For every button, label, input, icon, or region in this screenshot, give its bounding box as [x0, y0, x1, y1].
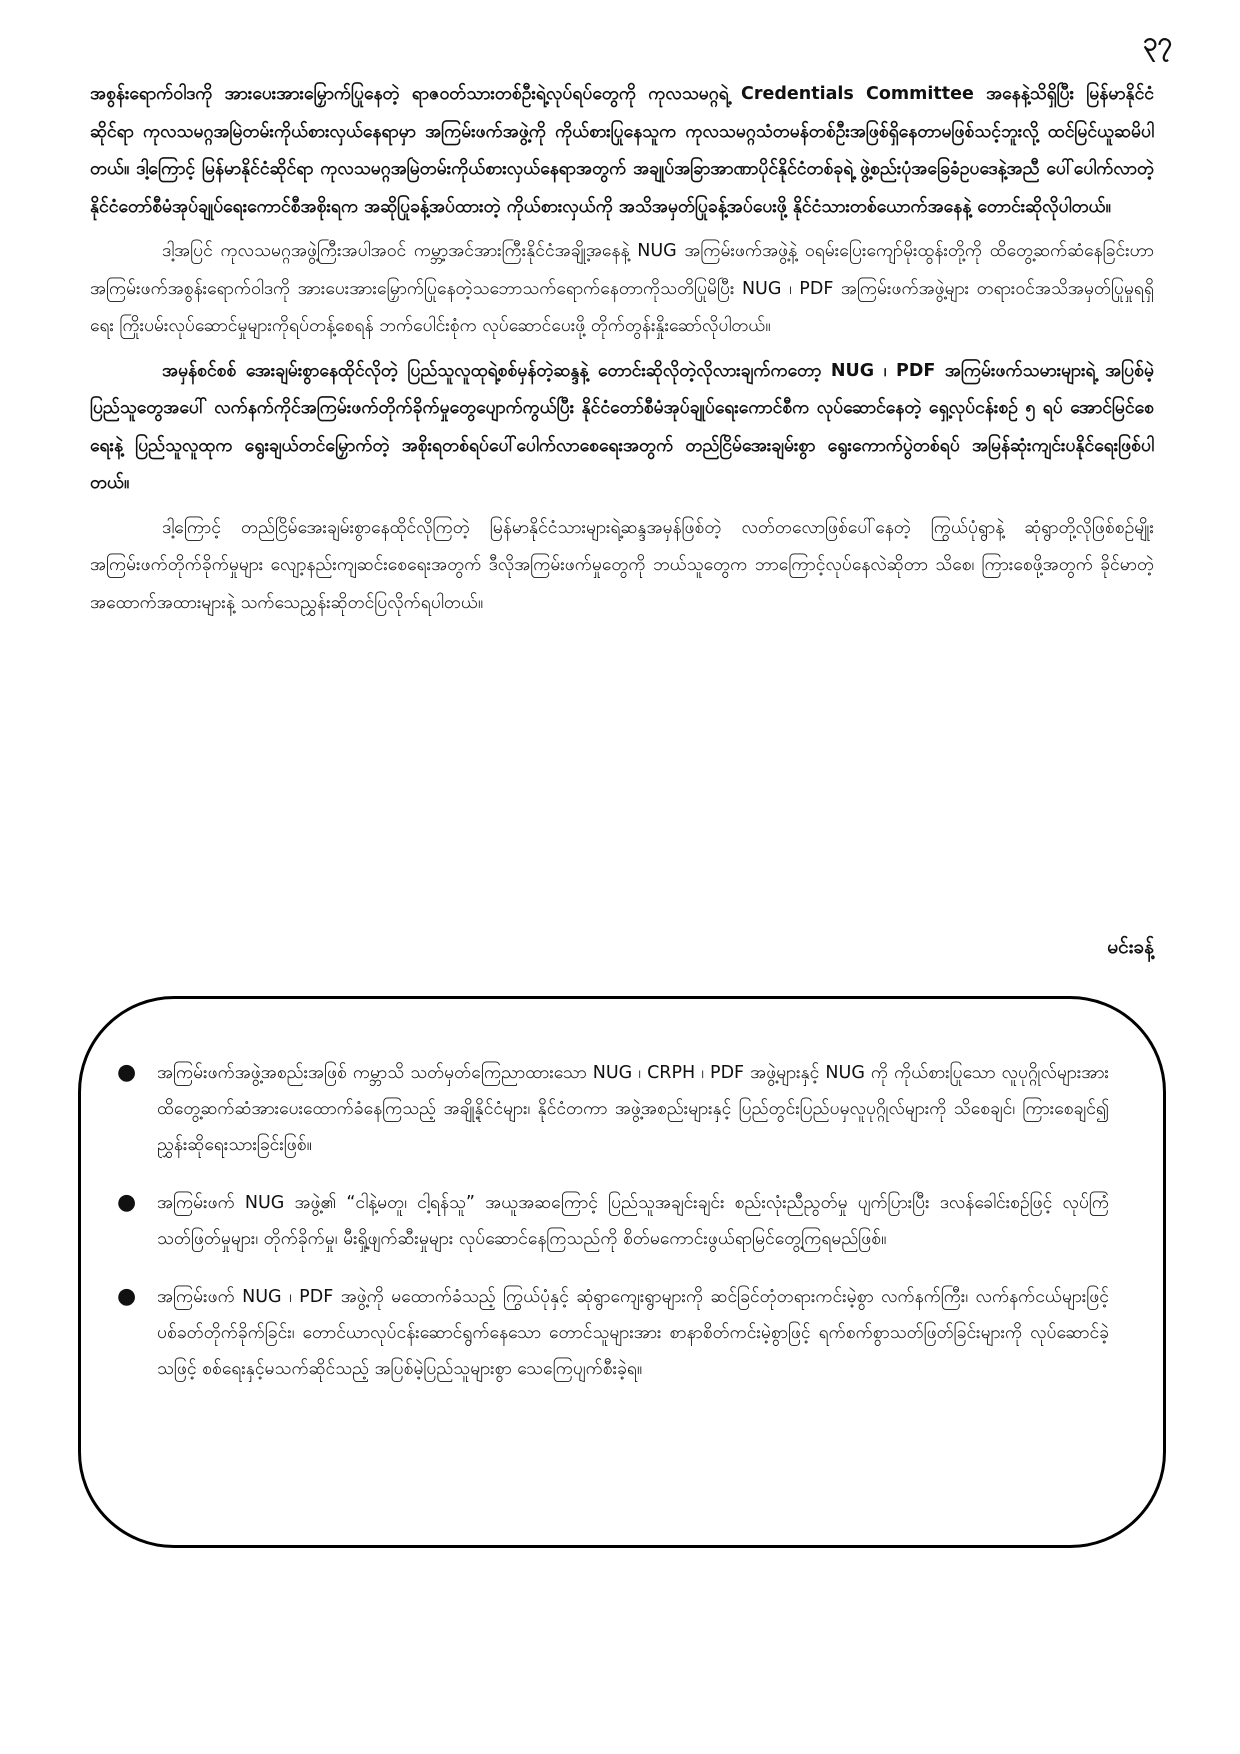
- callout-box: [78, 996, 1166, 1548]
- paragraph-conclusion: ဒါ့ကြောင့် တည်ငြိမ်အေးချမ်းစွာနေထိုင်လိုကြတဲ့ မြန်မာနိုင်ငံသားများရဲ့ဆန္ဒအမှန်ဖြစ်တဲ့ လတ်တလောဖြစ်ပေါ်နေတဲ့ ကြွယ်ပုံရွာနဲ့ ဆုံရွာတို့လိုဖြစ်စဉ်မျိုး အကြမ်းဖက်တိုက်ခိုက်မှုများ လျော့နည်းကျဆင်းစေရေးအတွက် ဒီလိုအကြမ်းဖက်မှုတွေကို ဘယ်သူတွေက ဘာကြောင့်လုပ်နေလဲဆိုတာ သိစေ၊ ကြားစေဖို့အတွက် ခိုင်မာတဲ့အထောက်အထားများနဲ့ သက်သေညွှန်းဆိုတင်ပြလိုက်ရပါတယ်။: [90, 517, 1154, 613]
- paragraph-un-engagement: ဒါ့အပြင် ကုလသမဂ္ဂအဖွဲ့ကြီးအပါအဝင် ကမ္ဘာ့အင်အားကြီးနိုင်ငံအချို့အနေနဲ့ NUG အကြမ်းဖက်အဖွဲ့နဲ့ ဝရမ်းပြေးကျော်မိုးထွန်းတို့ကို ထိတွေ့ဆက်ဆံနေခြင်းဟာ အကြမ်းဖက်အစွန်းရောက်ဝါဒကို အားပေးအားမြှောက်ပြုနေတဲ့သဘောသက်ရောက်နေတာကိုသတိပြုမိပြီး NUG ၊ PDF အကြမ်းဖက်အဖွဲ့များ တရားဝင်အသိအမှတ်ပြုမှုရရှိရေး ကြိုးပမ်းလုပ်ဆောင်မှုများကိုရပ်တန့်စေရန် ဘက်ပေါင်းစုံက လုပ်ဆောင်ပေးဖို့ တိုက်တွန်းနှိုးဆော်လိုပါတယ်။: [90, 241, 1154, 336]
- paragraph-credentials: အစွန်းရောက်ဝါဒကို အားပေးအားမြှောက်ပြုနေတဲ့ ရာဇဝတ်သားတစ်ဦးရဲ့လုပ်ရပ်တွေကို ကုလသမဂ္ဂရဲ့ Credentials Committee အနေနဲ့သိရှိပြီး မြန်မာနိုင်ငံဆိုင်ရာ ကုလသမဂ္ဂအမြဲတမ်းကိုယ်စားလှယ်နေရာမှာ အကြမ်းဖက်အဖွဲ့ကို ကိုယ်စားပြုနေသူက ကုလသမဂ္ဂသံတမန်တစ်ဦးအဖြစ်ရှိနေတာမဖြစ်သင့်ဘူးလို့ ထင်မြင်ယူဆမိပါတယ်။ ဒါ့ကြောင့် မြန်မာနိုင်ငံဆိုင်ရာ ကုလသမဂ္ဂအမြဲတမ်းကိုယ်စားလှယ်နေရာအတွက် အချုပ်အခြာအာဏာပိုင်နိုင်ငံတစ်ခုရဲ့ ဖွဲ့စည်းပုံအခြေခံဥပဒေနဲ့အညီ ပေါ်ပေါက်လာတဲ့ နိုင်ငံတော်စီမံအုပ်ချုပ်ရေးကောင်စီအစိုးရက အဆိုပြုခန့်အပ်ထားတဲ့ ကိုယ်စားလှယ်ကို အသိအမှတ်ပြုခန့်အပ်ပေးဖို့ နိုင်ငံသားတစ်ယောက်အနေနဲ့ တောင်းဆိုလိုပါတယ်။: [90, 84, 1154, 217]
- body-text: [90, 76, 1154, 629]
- bullet-icon: ●: [117, 1060, 137, 1085]
- bullet-icon: ●: [117, 1284, 137, 1309]
- bullet-icon: ●: [117, 1190, 137, 1215]
- page-number: ၃၇: [1142, 27, 1172, 57]
- list-item: [117, 1185, 1109, 1257]
- bullet-list: [117, 1055, 1109, 1409]
- paragraph-public-demand: အမှန်စင်စစ် အေးချမ်းစွာနေထိုင်လိုတဲ့ ပြည်သူလူထုရဲ့စစ်မှန်တဲ့ဆန္ဒနဲ့ တောင်းဆိုလိုတဲ့လိုလားချက်ကတော့ NUG ၊ PDF အကြမ်းဖက်သမားများရဲ့ အပြစ်မဲ့ပြည်သူတွေအပေါ် လက်နက်ကိုင်အကြမ်းဖက်တိုက်ခိုက်မှုတွေပျောက်ကွယ်ပြီး နိုင်ငံတော်စီမံအုပ်ချုပ်ရေးကောင်စီက လုပ်ဆောင်နေတဲ့ ရှေ့လုပ်ငန်းစဉ် ၅ ရပ် အောင်မြင်စေရေးနဲ့ ပြည်သူလူထုက ရွေးချယ်တင်မြှောက်တဲ့ အစိုးရတစ်ရပ်ပေါ်ပေါက်လာစေရေးအတွက် တည်ငြိမ်အေးချမ်းစွာ ရွေးကောက်ပွဲတစ်ရပ် အမြန်ဆုံးကျင်းပနိုင်ရေးဖြစ်ပါတယ်။: [90, 360, 1154, 493]
- author-signature: မင်းခန့်: [1107, 936, 1154, 958]
- list-item-text: အကြမ်းဖက် NUG အဖွဲ့၏ “ငါနဲ့မတူ၊ ငါ့ရန်သူ” အယူအဆကြောင့် ပြည်သူအချင်းချင်း စည်းလုံးညီညွတ်မှု ပျက်ပြားပြီး ဒလန်ခေါင်းစဉ်ဖြင့် လုပ်ကြံသတ်ဖြတ်မှုများ၊ တိုက်ခိုက်မှု၊ မီးရှို့ဖျက်ဆီးမှုများ လုပ်ဆောင်နေကြသည်ကို စိတ်မကောင်းဖွယ်ရာမြင်တွေ့ကြရမည်ဖြစ်။: [157, 1193, 1109, 1249]
- list-item-text: အကြမ်းဖက်အဖွဲ့အစည်းအဖြစ် ကမ္ဘာသိ သတ်မှတ်ကြေညာထားသော NUG ၊ CRPH ၊ PDF အဖွဲ့များနှင့် NUG ကို ကိုယ်စားပြုသော လူပုဂ္ဂိုလ်များအား ထိတွေ့ဆက်ဆံအားပေးထောက်ခံနေကြသည့် အချို့နိုင်ငံများ၊ နိုင်ငံတကာ အဖွဲ့အစည်းများနှင့် ပြည်တွင်းပြည်ပမှလူပုဂ္ဂိုလ်များကို သိစေချင်၊ ကြားစေချင်၍ ညွှန်းဆိုရေးသားခြင်းဖြစ်။: [157, 1063, 1109, 1155]
- list-item: [117, 1055, 1109, 1163]
- list-item-text: အကြမ်းဖက် NUG ၊ PDF အဖွဲ့ကို မထောက်ခံသည့် ကြွယ်ပုံနှင့် ဆုံရွာကျေးရွာများကို ဆင်ခြင်တုံတရားကင်းမဲ့စွာ လက်နက်ကြီး၊ လက်နက်ငယ်များဖြင့် ပစ်ခတ်တိုက်ခိုက်ခြင်း၊ တောင်ယာလုပ်ငန်းဆောင်ရွက်နေသော တောင်သူများအား စာနာစိတ်ကင်းမဲ့စွာဖြင့် ရက်စက်စွာသတ်ဖြတ်ခြင်းများကို လုပ်ဆောင်ခဲ့သဖြင့် စစ်ရေးနှင့်မသက်ဆိုင်သည့် အပြစ်မဲ့ပြည်သူများစွာ သေကြေပျက်စီးခဲ့ရ။: [157, 1287, 1109, 1379]
- list-item: [117, 1279, 1109, 1387]
